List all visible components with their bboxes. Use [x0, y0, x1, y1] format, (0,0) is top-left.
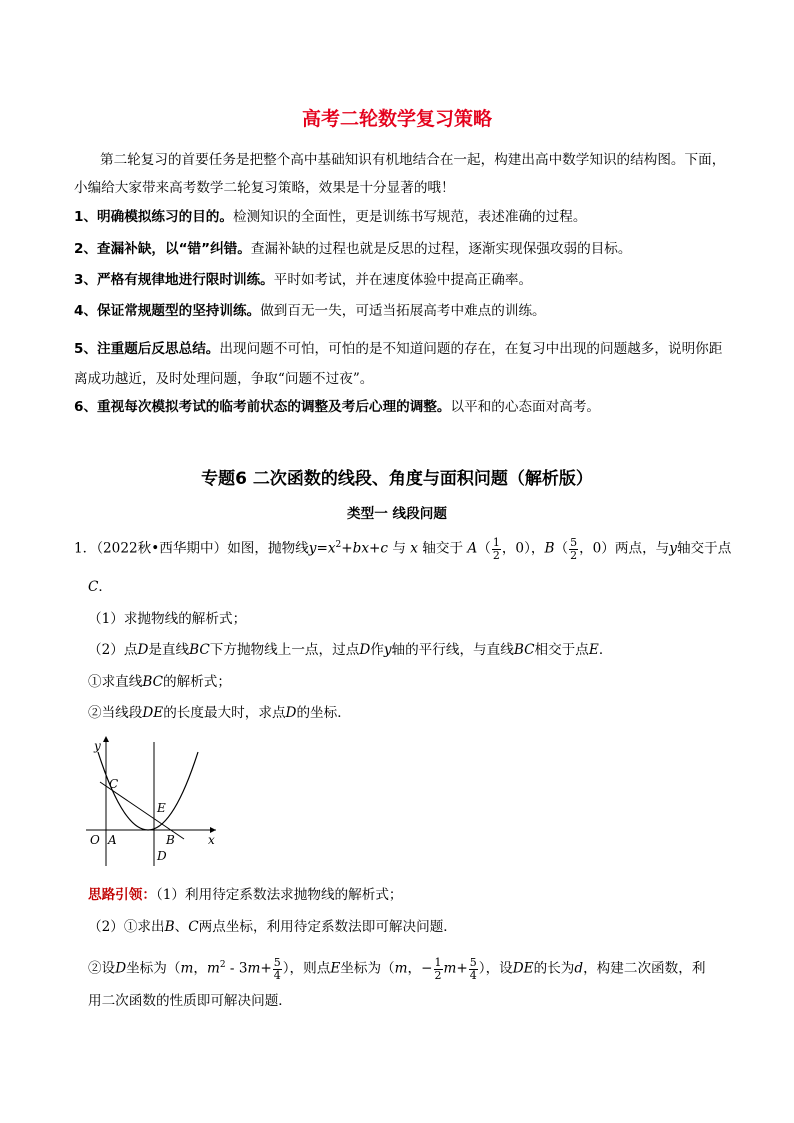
tip-2: 2、查漏补缺，以“错”纠错。查漏补缺的过程也就是反思的过程，逐渐实现保强攻弱的目标。: [74, 241, 632, 257]
hint-line-2: （2）①求出B、C两点坐标，利用待定系数法即可解决问题．: [88, 919, 457, 935]
hint-line-1: 思路引领：（1）利用待定系数法求抛物线的解析式；: [88, 887, 403, 903]
page-title: 高考二轮数学复习策略: [301, 108, 492, 130]
problem-q2: ②当线段DE的长度最大时，求点D的坐标．: [88, 705, 351, 721]
hint-line-3: ②设D坐标为（m，$m^2 - 3m+$ $\frac{5}{4}$ ），则点E坐标为（m，− $\frac{1}{2}$ m+ $\frac{5}{4}$ ），设DE的长为d，构建二次函数，利: [88, 955, 706, 982]
problem-stem-cont: C．: [88, 579, 112, 595]
fraction: $\frac{5}{4}$: [273, 955, 281, 982]
fraction: $\frac{1}{2}$: [434, 955, 442, 982]
tip-6: 6、重视每次模拟考试的临考前状态的调整及考后心理的调整。以平和的心态面对高考。: [74, 399, 601, 415]
tip-4: 4、保证常规题型的坚持训练。做到百无一失，可适当拓展高考中难点的训练。: [74, 303, 546, 319]
fraction: $\frac{1}{2}$: [492, 535, 500, 562]
y-axis-arrow: [103, 736, 109, 742]
tip-5: 5、注重题后反思总结。出现问题不可怕，可怕的是不知道问题的存在，在复习中出现的问题越多，说明你距离成功越近，及时处理问题，争取“问题不过夜”。: [74, 341, 723, 387]
tip-1: 1、明确模拟练习的目的。检测知识的全面性，更是训练书写规范，表述准确的过程。: [74, 209, 587, 225]
section-title: 专题6 二次函数的线段、角度与面积问题（解析版）: [201, 469, 593, 489]
label-x: x: [208, 833, 215, 847]
label-e: E: [157, 801, 166, 815]
problem-stem: 1．（2022秋•西华期中）如图，抛物线$y=x^2+bx+c$ 与 x 轴交于 A（ $\frac{1}{2}$ ，0），B（ $\frac{5}{2}$ ，0）两点，与y轴交于点: [74, 535, 732, 562]
fraction: $\frac{5}{4}$: [469, 955, 477, 982]
label-a: A: [108, 833, 117, 847]
label-b: B: [166, 833, 175, 847]
problem-q1: ①求直线BC的解析式；: [88, 674, 231, 690]
label-d: D: [157, 849, 167, 863]
fraction: $\frac{5}{2}$: [570, 535, 578, 562]
label-o: O: [90, 833, 100, 847]
intro-paragraph: 第二轮复习的首要任务是把整个高中基础知识有机地结合在一起，构建出高中数学知识的结构图。下面，小编给大家带来高考数学二轮复习策略，效果是十分显著的哦！: [74, 152, 726, 196]
hint-line-4: 用二次函数的性质即可解决问题．: [88, 993, 292, 1009]
tip-3: 3、严格有规律地进行限时训练。平时如考试，并在速度体验中提高正确率。: [74, 272, 533, 288]
label-c: C: [109, 777, 119, 791]
problem-part-1: （1）求抛物线的解析式；: [88, 611, 247, 627]
label-y: y: [94, 739, 101, 753]
parabola-figure: [86, 732, 226, 872]
problem-part-2: （2）点D是直线BC下方抛物线上一点，过点D作y轴的平行线，与直线BC相交于点E．: [88, 642, 613, 658]
section-subtitle: 类型一 线段问题: [347, 506, 447, 522]
